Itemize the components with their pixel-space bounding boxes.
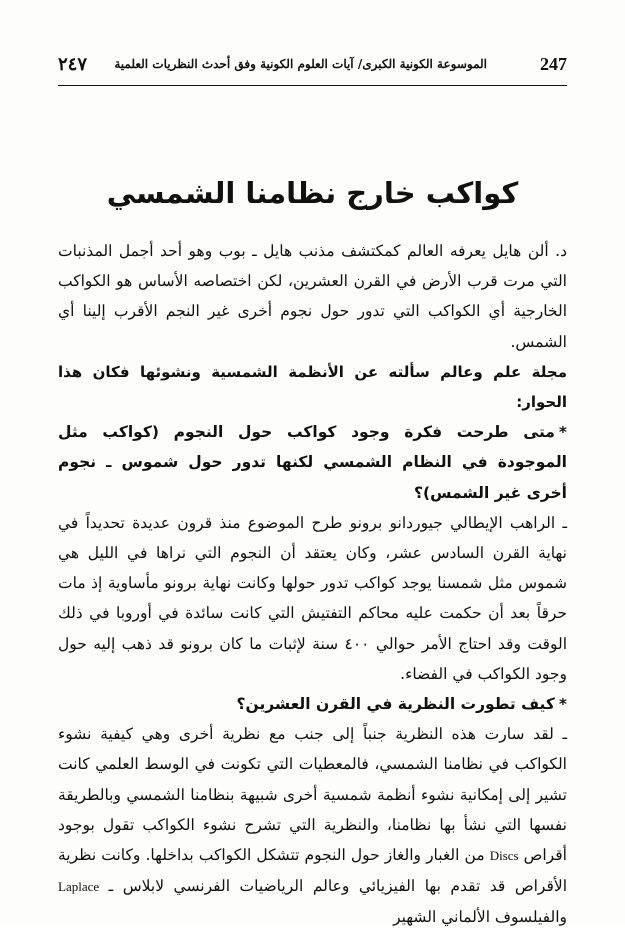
term-laplace: Laplace	[58, 879, 100, 895]
article-body	[58, 236, 567, 933]
header-divider	[58, 85, 567, 86]
term-discs: Discs	[489, 848, 519, 864]
answer-2	[58, 719, 567, 932]
intro-paragraph: د. ألن هايل يعرفه العالم كمكتشف مذنب هايل ـ بوب وهو أحد أجمل المذنبات التي مرت قرب الأرض في القرن العشرين، لكن اختصاصه الأساس هو الكواكب الخارجية أي الكواكب التي تدور حول نجوم أخرى غير النجم الأقرب إلينا أي الشمس.	[58, 242, 567, 351]
interview-intro: مجلة علم وعالم سألته عن الأنظمة الشمسية ونشوئها فكان هذا الحوار:	[58, 362, 567, 412]
running-head-title: الموسوعة الكونية الكبرى/ آيات العلوم الكونية وفق أحدث النظريات العلمية	[114, 57, 487, 71]
question-1	[58, 417, 567, 508]
answer-2-part-1: ـ لقد سارت هذه النظرية جنباً إلى جنب مع نظرية أخرى وهي كيفية نشوء الكواكب في نظامنا الشمسي، فالمعطيات التي تكونت في الوسط العلمي كانت تشير إلى إمكانية نشوء أنظمة شمسية أخرى شبيهة بنظامنا الشمسي وبالطريقة نفسها التي نشأ بها نظامنا، والنظرية التي تشرح نشوء الكواكب تقول بوجود أقراص	[58, 725, 567, 865]
question-1-text: متى طرحت فكرة وجود كواكب حول النجوم (كواكب مثل الموجودة في النظام الشمسي لكنها تدور حول شموس ـ نجوم أخرى غير الشمس)؟	[58, 423, 567, 502]
question-marker: *	[558, 423, 567, 442]
answer-2-part-3: والفيلسوف الألماني الشهير	[393, 908, 567, 927]
page-number-latin: 247	[540, 54, 567, 74]
page-number-arabic: ٢٤٧	[58, 54, 88, 74]
article-title: كواكب خارج نظامنا الشمسي	[106, 176, 519, 210]
question-marker: *	[558, 695, 567, 714]
running-head	[58, 54, 567, 80]
question-2	[58, 689, 567, 719]
answer-2-part-2: من الغبار والغاز حول النجوم تتشكل الكواكب بداخلها. وكانت نظرية الأقراص قد تقدم بها الفيزيائي وعالم الرياضيات الفرنسي لابلاس ـ	[58, 846, 567, 896]
question-2-text: كيف تطورت النظرية في القرن العشرين؟	[236, 695, 555, 714]
answer-1: ـ الراهب الإيطالي جيوردانو برونو طرح الموضوع منذ قرون عديدة تحديداً في نهاية القرن السادس عشر، وكان يعتقد أن النجوم التي نراها في الليل هي شموس مثل شمسنا يوجد كواكب تدور حولها وكانت نهاية برونو مأساوية إذ مات حرقاً بعد أن حكمت عليه محاكم التفتيش التي كانت سائدة في أوروبا في ذلك الوقت وقد احتاج الأمر حوالي ٤٠٠ سنة لإثبات ما كان برونو قد ذهب إليه حول وجود الكواكب في الفضاء.	[58, 513, 567, 683]
